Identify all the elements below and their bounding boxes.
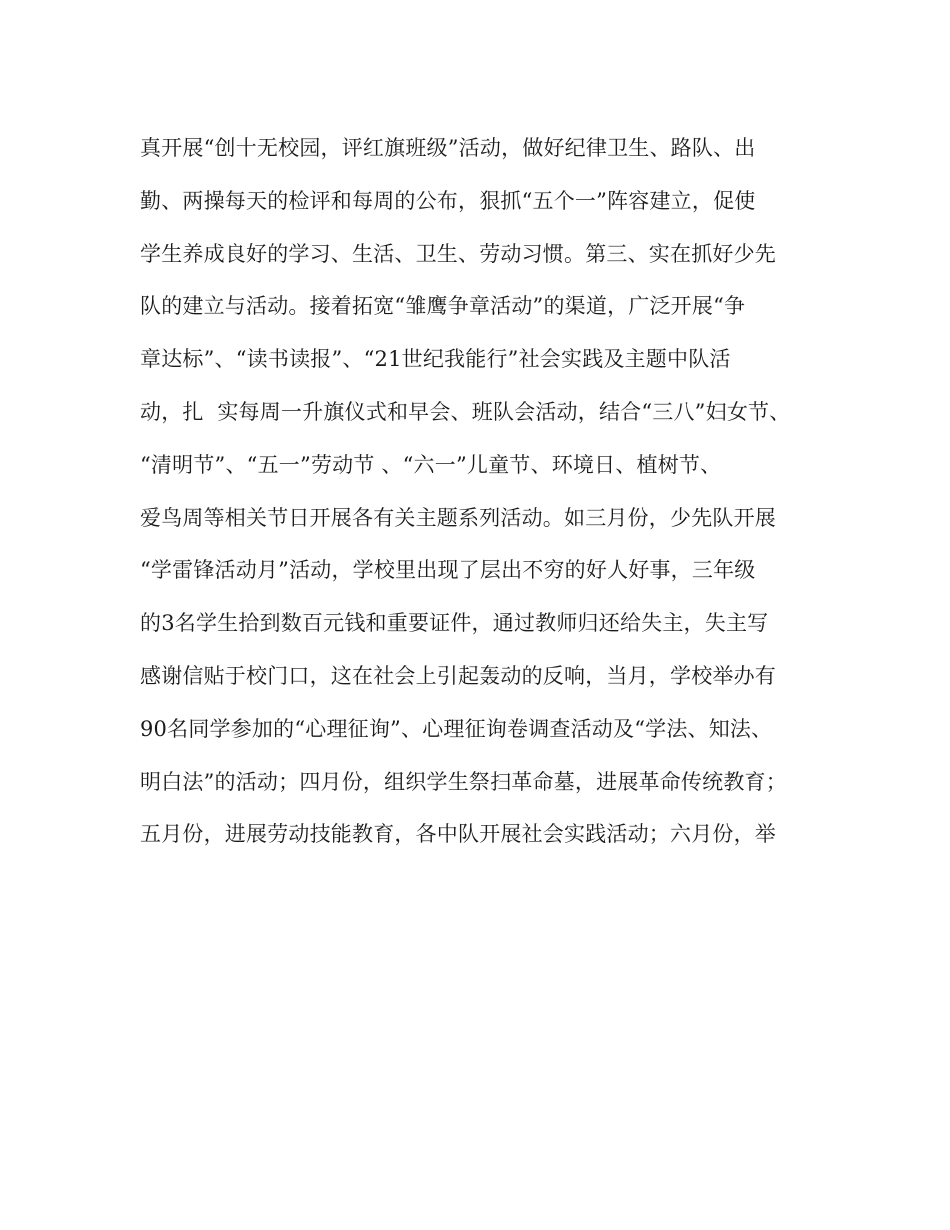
text-line: 明白法”的活动；四月份，组织学生祭扫革命墓，进展革命传统教育； <box>140 769 787 794</box>
text-line: 爱鸟周等相关节日开展各有关主题系列活动。如三月份，少先队开展 <box>140 505 776 530</box>
text-line: “学雷锋活动月”活动，学校里出现了层出不穷的好人好事，三年级 <box>140 558 756 583</box>
text-line: 动，扎 实每周一升旗仪式和早会、班队会活动，结合“三八”妇女节、 <box>140 399 791 424</box>
text-line: 感谢信贴于校门口，这在社会上引起轰动的反响，当月，学校举办有 <box>140 663 776 688</box>
text-line: 队的建立与活动。接着拓宽“雏鹰争章活动”的渠道，广泛开展“争 <box>140 294 746 319</box>
text-line: 章达标”、“读书读报”、“21世纪我能行”社会实践及主题中队活 <box>140 347 731 372</box>
text-line: 的3名学生拾到数百元钱和重要证件，通过教师归还给失主，失主写 <box>140 611 769 636</box>
text-line: 学生养成良好的学习、生活、卫生、劳动习惯。第三、实在抓好少先 <box>140 241 776 266</box>
text-line: 五月份，进展劳动技能教育，各中队开展社会实践活动；六月份，举 <box>140 822 776 847</box>
text-line: 真开展“创十无校园，评红旗班级”活动，做好纪律卫生、路队、出 <box>140 136 756 160</box>
body-text <box>140 122 860 861</box>
text-line: 勤、两操每天的检评和每周的公布，狠抓“五个一”阵容建立，促使 <box>140 188 756 213</box>
text-line: “清明节”、“五一”劳动节 、“六一”儿童节、环境日、植树节、 <box>140 452 722 477</box>
text-line: 90名同学参加的“心理征询”、心理征询卷调查活动及“学法、知法、 <box>140 716 773 741</box>
